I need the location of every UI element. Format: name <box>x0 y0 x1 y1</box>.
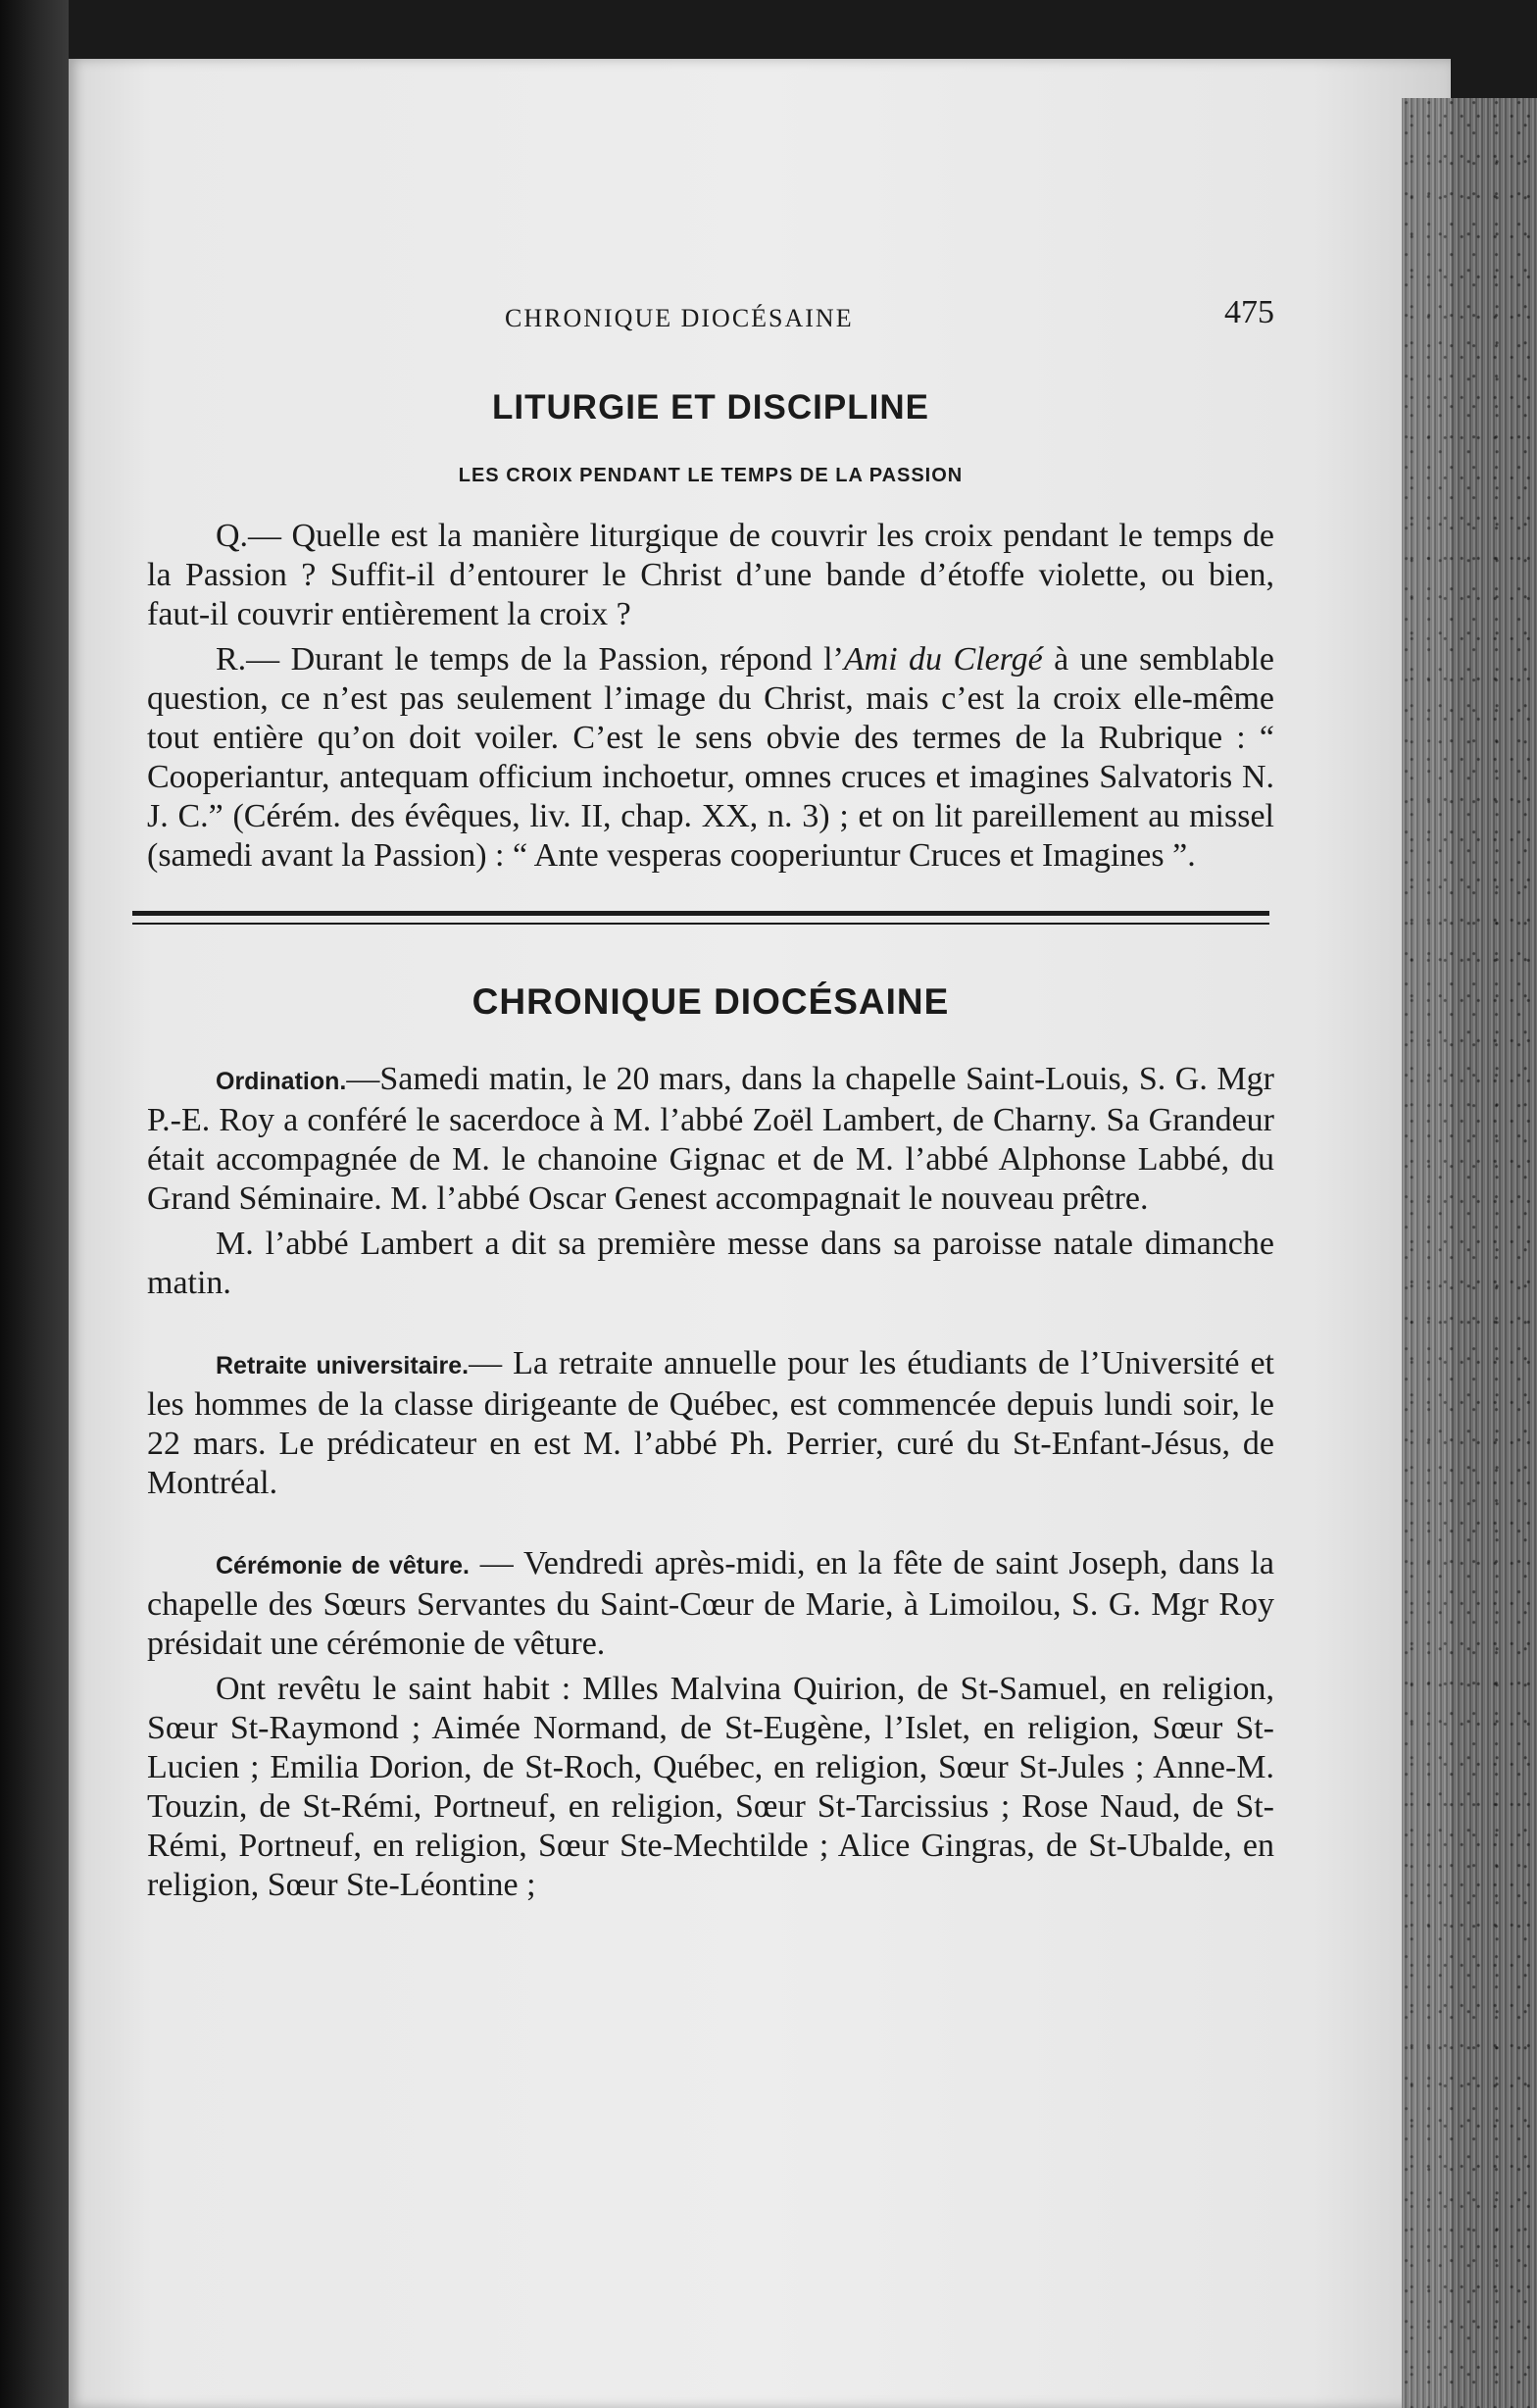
answer-body: à une semblable question, ce n’est pas seulement l’image du Christ, mais c’est la croix elle-même tout entière qu’on doit voiler. C’est le sens obvie des termes de la Rubrique : “ Cooperiantur, antequam officium inchoetur, omnes cruces et imagines Salvatoris N. J. C.” (Cérém. des évêques, liv. II, chap. XX, n. 3) ; et on lit pareillement au missel (samedi avant la Passion) : “ Ante vesperas cooperiuntur Cruces et Imagines ”. <box>147 641 1275 874</box>
spacer <box>147 1309 1274 1344</box>
answer-paragraph <box>147 640 1274 876</box>
section-divider <box>132 911 1269 925</box>
section-title-liturgie: LITURGIE ET DISCIPLINE <box>492 388 929 426</box>
ordination-lead: Ordination. <box>216 1068 347 1095</box>
retraite-lead: Retraite universitaire. <box>216 1352 470 1380</box>
vesture-text: — Vendredi après-midi, en la fête de saint Joseph, dans la chapelle des Sœurs Servantes du Saint-Cœur de Marie, à Limoilou, S. G. Mgr Roy présidait une cérémonie de vêture. <box>147 1545 1274 1662</box>
running-title: CHRONIQUE DIOCÉSAINE <box>505 304 854 332</box>
ordination-text: —Samedi matin, le 20 mars, dans la chapelle Saint-Louis, S. G. Mgr P.-E. Roy a conféré le sacerdoce à M. l’abbé Zoël Lambert, de Charny. Sa Grandeur était accompagnée de M. le chanoine Gignac et de M. l’abbé Alphonse Labbé, du Grand Séminaire. M. l’abbé Oscar Genest accompagnait le nouveau prêtre. <box>147 1061 1274 1217</box>
spacer <box>147 1509 1274 1544</box>
answer-source: Ami du Clergé <box>843 641 1043 677</box>
page-content <box>147 294 1274 1911</box>
retraite-text: — La retraite annuelle pour les étudiants de l’Université et les hommes de la classe dirigeante de Québec, est commencée depuis lundi soir, le 22 mars. Le prédicateur en est M. l’abbé Ph. Perrier, curé du St-Enfant-Jésus, de Montréal. <box>147 1345 1274 1501</box>
question-paragraph: Q.— Quelle est la manière liturgique de couvrir les croix pendant le temps de la Passion ? Suffit-il d’entourer le Christ d’une bande d’étoffe violette, ou bien, faut-il couvrir entièrement la croix ? <box>147 518 1274 632</box>
subsection-title-croix: LES CROIX PENDANT LE TEMPS DE LA PASSION <box>458 465 964 486</box>
ordination-paragraph <box>147 1060 1274 1219</box>
page-number: 475 <box>1224 294 1274 330</box>
section-title-chronique: CHRONIQUE DIOCÉSAINE <box>471 981 950 1022</box>
book-page-edges <box>1402 98 1537 2408</box>
answer-intro: R.— Durant le temps de la Passion, répond l’ <box>216 641 844 677</box>
facing-page-edge <box>0 0 69 2408</box>
retraite-paragraph <box>147 1344 1274 1503</box>
ordination-paragraph-2: M. l’abbé Lambert a dit sa première messe dans sa paroisse natale dimanche matin. <box>147 1226 1274 1301</box>
running-head <box>147 294 1274 343</box>
vesture-paragraph-2: Ont revêtu le saint habit : Mlles Malvina Quirion, de St-Samuel, en religion, Sœur St-Raymond ; Aimée Normand, de St-Eugène, l’Islet, en religion, Sœur St-Lucien ; Emilia Dorion, de St-Roch, Québec, en religion, Sœur St-Jules ; Anne-M. Touzin, de St-Rémi, Portneuf, en religion, Sœur St-Tarcissius ; Rose Naud, de St-Rémi, Portneuf, en religion, Sœur Ste-Mechtilde ; Alice Gingras, de St-Ubalde, en religion, Sœur Ste-Léontine ; <box>147 1671 1274 1903</box>
vesture-paragraph <box>147 1544 1274 1664</box>
vesture-lead: Cérémonie de vêture. <box>216 1552 470 1580</box>
